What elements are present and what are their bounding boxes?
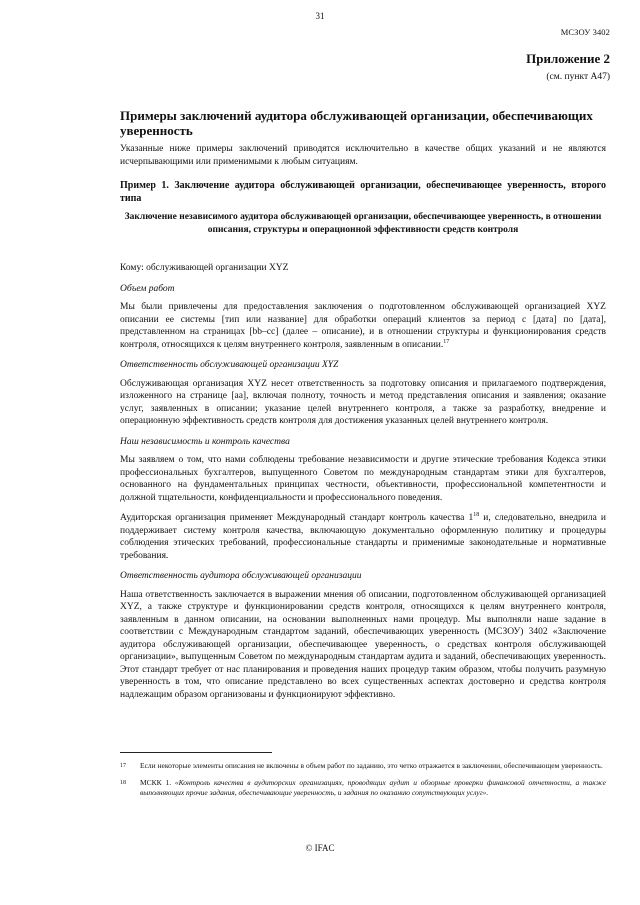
footnote-ref: 17 — [443, 338, 450, 345]
footnote-text: МСКК 1. — [140, 778, 175, 787]
footnote-text: Если некоторые элементы описания не включены в объем работ по заданию, это четко отражается в заключении, обеспечивающем уверенность. — [140, 761, 603, 770]
report-body — [120, 262, 606, 709]
paragraph-text: Мы были привлечены для предоставления заключения о подготовленном обслуживающей организацией XYZ описании ее системы [тип или название] для обработки операций клиентов за период с [дата] по [дата], представленном на страницах [bb–cc] (далее – описание), и в отношении структуры и функционирования средств контроля, относящихся к целям внутреннего контроля, заявленным в описании. — [120, 302, 606, 350]
footnote — [120, 778, 606, 798]
section-paragraph: Обслуживающая организация XYZ несет ответственность за подготовку описания и прилагаемого подтверждения, изложенного на странице [aa], включая полноту, точность и метод представления описания и заявления; оказание услуг, заявленных в описании; указание целей внутреннего контроля, а также за разработку, внедрение и операционную эффективность средств контроля для достижения указанных целей внутреннего контроля. — [120, 378, 606, 426]
example-heading: Пример 1. Заключение аудитора обслуживающей организации, обеспечивающее уверенность, второго типа — [120, 180, 606, 204]
section-paragraph: Наша ответственность заключается в выражении мнения об описании, подготовленном обслуживающей организацией XYZ, а также структуре и функционировании средств контроля, относящихся к целям внутреннего контроля, заявленным в данном описании, на основании выполненных нами процедур. Мы выполняли наше задание в соответствии с Международным стандартом заданий, обеспечивающих уверенность (МСЗОУ) 3402 «Заключение аудитора обслуживающей организации, обеспечивающее уверенность, о средствах контроля обслуживающей организации», выпущенным Советом по международным стандартам аудита и заданий, обеспечивающих уверенность. Этот стандарт требует от нас планирования и проведения наших процедур таким образом, чтобы получить разумную уверенность в том, что описание представлено во всех существенных аспектах достоверно и средства контроля надлежащим образом организованы и функционируют эффективно. — [120, 589, 606, 700]
paragraph-text-continued: и, следовательно, внедрила и поддерживает систему контроля качества, включающую документально оформленную политику и процедуры соблюдения этических требований, профессиональные стандарты и применимые законодательные и нормативные требования. — [120, 513, 606, 561]
section-title: Наш независимость и контроль качества — [120, 436, 290, 447]
main-title: Примеры заключений аудитора обслуживающей организации, обеспечивающих уверенность — [120, 108, 593, 138]
copyright-footer: © IFAC — [305, 843, 335, 853]
intro-paragraph: Указанные ниже примеры заключений приводятся исключительно в качестве общих указаний и не являются исчерпывающими или применимыми к любым ситуациям. — [120, 144, 606, 167]
paragraph-text: Аудиторская организация применяет Международный стандарт контроль качества 1 — [120, 513, 474, 523]
section-paragraph — [120, 301, 606, 351]
footnote — [120, 761, 606, 771]
addressee: Кому: обслуживающей организации XYZ — [120, 263, 289, 273]
section-paragraph: Мы заявляем о том, что нами соблюдены требование независимости и другие этические требования Кодекса этики профессиональных бухгалтеров, выпущенного Советом по международным стандартам этики для бухгалтеров, основанного на фундаментальных принципах честности, объективности, профессиональной компетентности и должной тщательности, конфиденциальности и профессионального поведения. — [120, 455, 606, 503]
footnote-number: 18 — [120, 780, 126, 786]
footnote-number: 17 — [120, 763, 126, 769]
standard-code: МСЗОУ 3402 — [560, 27, 610, 37]
section-title: Ответственность аудитора обслуживающей организации — [120, 571, 362, 581]
appendix-title: Приложение 2 — [526, 51, 610, 66]
footnote-text-italic: «Контроль качества в аудиторских организациях, проводящих аудит и обзорные проверки финансовой отчетности, а также выполняющих прочие задания, обеспечивающие уверенность, и задания по оказанию сопутствующих услуг». — [140, 778, 606, 797]
page-number: 31 — [315, 11, 325, 21]
section-paragraph — [120, 512, 606, 562]
footnote-divider — [120, 752, 272, 753]
footnote-text-wrapper — [140, 778, 606, 798]
report-heading: Заключение независимого аудитора обслуживающей организации, обеспечивающее уверенность, в отношении описания, структуры и операционной эффективности средств контроля — [124, 212, 602, 235]
section-title: Ответственность обслуживающей организации XYZ — [120, 360, 339, 370]
section-title: Объем работ — [120, 283, 175, 294]
footnote-ref: 18 — [473, 511, 480, 518]
appendix-reference: (см. пункт А47) — [546, 72, 610, 82]
footnotes — [120, 761, 606, 805]
